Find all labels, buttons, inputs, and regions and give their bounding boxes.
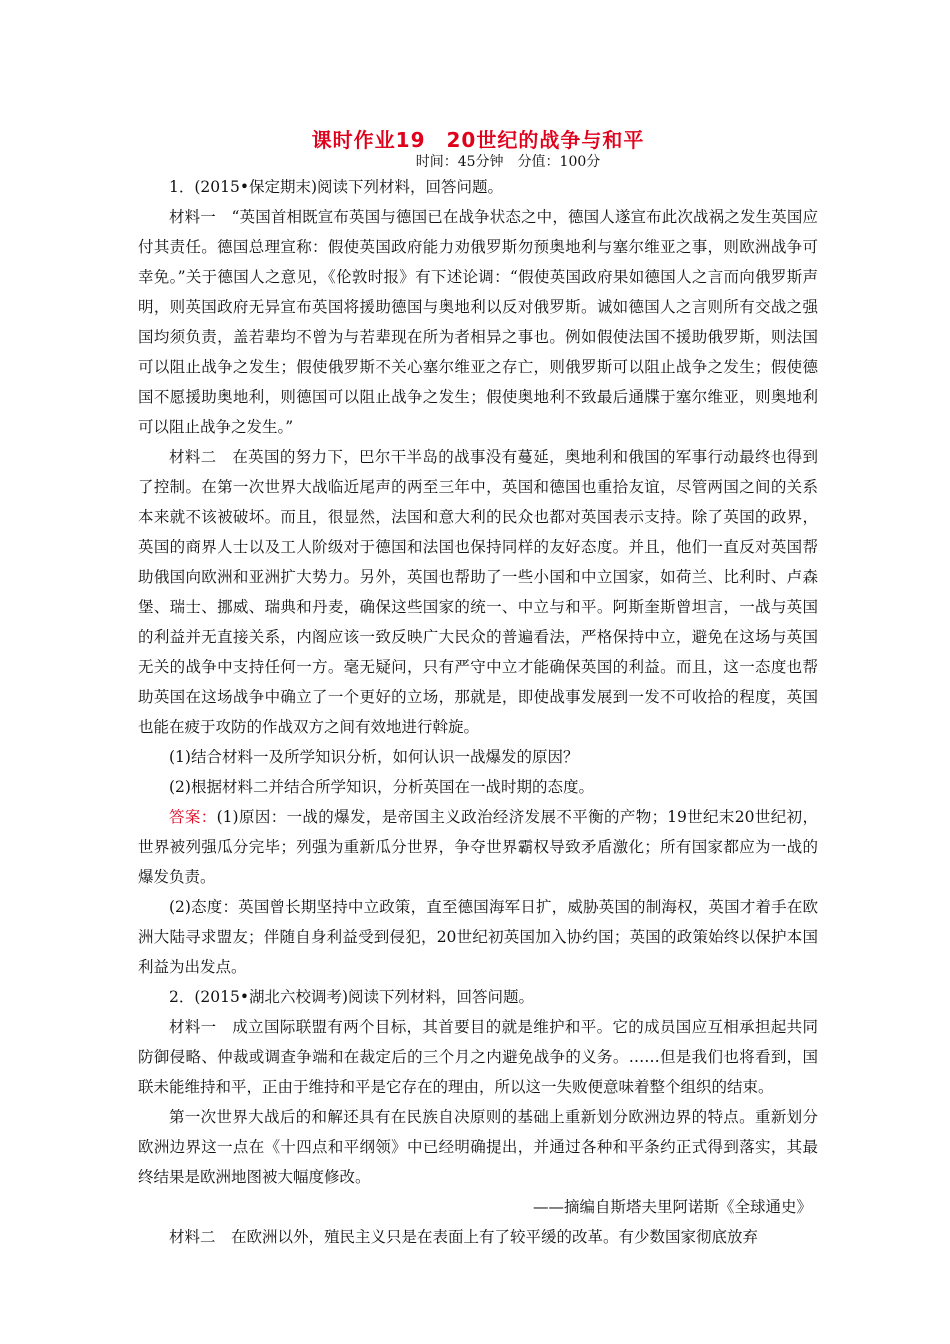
page-title: 课时作业19 20世纪的战争与和平	[311, 128, 645, 152]
answer-1-text: (1)原因：一战的爆发，是帝国主义政治经济发展不平衡的产物；19世纪末20世纪初，世界被列强瓜分完毕；列强为重新瓜分世界，争夺世界霸权导致矛盾激化；所有国家都应为一战的爆发负责。	[138, 808, 818, 886]
answer-label: 答案：	[169, 808, 217, 826]
question-2-material-1: 材料一 成立国际联盟有两个目标，其首要目的就是维护和平。它的成员国应互相承担起共同防御侵略、仲裁或调查争端和在裁定后的三个月之内避免战争的义务。……但是我们也将看到，国联未能维持和平，正由于维持和平是它存在的理由，所以这一失败便意味着整个组织的结束。	[138, 1018, 818, 1096]
question-1-stem: 1．(2015•保定期末)阅读下列材料，回答问题。	[169, 178, 504, 196]
question-1-material-1: 材料一 “英国首相既宣布英国与德国已在战争状态之中，德国人遂宣布此次战祸之发生英国应付其责任。德国总理宣称：假使英国政府能力劝俄罗斯勿预奥地利与塞尔维亚之事，则欧洲战争可幸免。”关于德国人之意见，《伦敦时报》有下述论调：“假使英国政府果如德国人之言而向俄罗斯声明，则英国政府无异宣布英国将援助德国与奥地利以反对俄罗斯。诚如德国人之言则所有交战之强国均须负责，盖若辈均不曾为与若辈现在所为者相异之事也。例如假使法国不援助俄罗斯，则法国可以阻止战争之发生；假使俄罗斯不关心塞尔维亚之存亡，则俄罗斯可以阻止战争之发生；假使德国不愿援助奥地利，则德国可以阻止战争之发生；假使奥地利不致最后通牒于塞尔维亚，则奥地利可以阻止战争之发生。”	[138, 208, 818, 436]
material-source: ——摘编自斯塔夫里阿诺斯《全球通史》	[532, 1198, 812, 1216]
question-2-stem: 2．(2015•湖北六校调考)阅读下列材料，回答问题。	[169, 988, 535, 1006]
question-1-answer-2: (2)态度：英国曾长期坚持中立政策，直至德国海军日扩，威胁英国的制海权，英国才着手在欧洲大陆寻求盟友；伴随自身利益受到侵犯，20世纪初英国加入协约国；英国的政策始终以保护本国利益为出发点。	[138, 898, 818, 976]
document-page	[138, 120, 818, 1252]
question-1-answer-1	[138, 802, 818, 892]
question-1-sub-2: (2)根据材料二并结合所学知识，分析英国在一战时期的态度。	[169, 778, 594, 796]
question-1-sub-1: (1)结合材料一及所学知识分析，如何认识一战爆发的原因？	[169, 748, 579, 766]
question-1-material-2: 材料二 在英国的努力下，巴尔干半岛的战事没有蔓延，奥地利和俄国的军事行动最终也得到了控制。在第一次世界大战临近尾声的两至三年中，英国和德国也重拾友谊，尽管两国之间的关系本来就不该被破坏。而且，很显然，法国和意大利的民众也都对英国表示支持。除了英国的政界，英国的商界人士以及工人阶级对于德国和法国也保持同样的友好态度。并且，他们一直反对英国帮助俄国向欧洲和亚洲扩大势力。另外，英国也帮助了一些小国和中立国家，如荷兰、比利时、卢森堡、瑞士、挪威、瑞典和丹麦，确保这些国家的统一、中立与和平。阿斯奎斯曾坦言，一战与英国的利益并无直接关系，内阁应该一致反映广大民众的普遍看法，严格保持中立，避免在这场与英国无关的战争中支持任何一方。毫无疑问，只有严守中立才能确保英国的利益。而且，这一态度也帮助英国在这场战争中确立了一个更好的立场，那就是，即使战事发展到一发不可收拾的程度，英国也能在疲于攻防的作战双方之间有效地进行斡旋。	[138, 448, 818, 736]
question-2-material-1-continued: 第一次世界大战后的和解还具有在民族自决原则的基础上重新划分欧洲边界的特点。重新划分欧洲边界这一点在《十四点和平纲领》中已经明确提出，并通过各种和平条约正式得到落实，其最终结果是欧洲地图被大幅度修改。	[138, 1108, 818, 1186]
time-score-line: 时间：45分钟 分值：100分	[415, 154, 601, 170]
question-2-material-2: 材料二 在欧洲以外，殖民主义只是在表面上有了较平缓的改革。有少数国家彻底放弃	[169, 1228, 759, 1246]
